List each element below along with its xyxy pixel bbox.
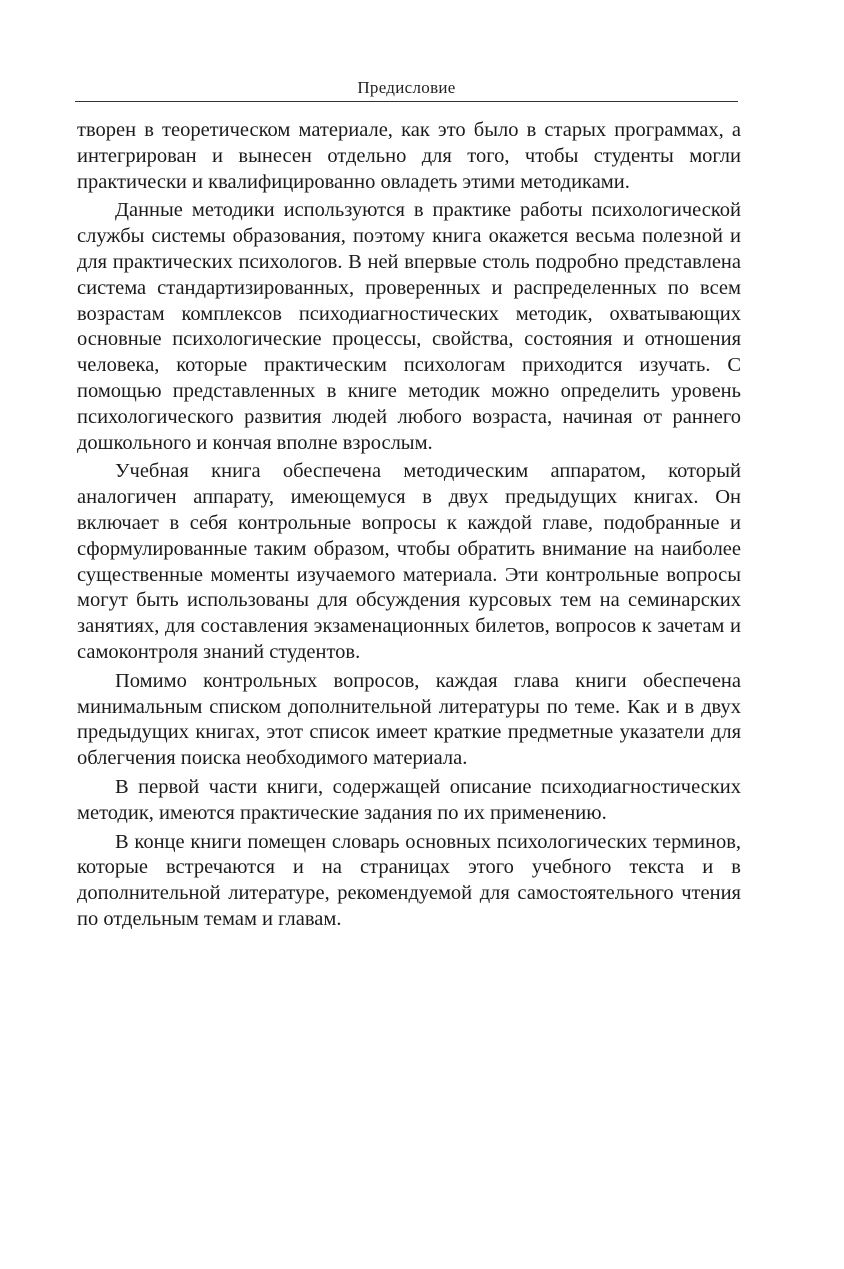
paragraph: В первой части книги, содержащей описание психодиагностических методик, имеются практические задания по их применению. xyxy=(77,775,741,824)
header-rule xyxy=(75,101,738,102)
body-text xyxy=(77,118,741,936)
paragraph-continuation: творен в теоретическом материале, как это было в старых программах, а интегрирован и вынесен отдельно для того, чтобы студенты могли практически и квалифицированно овладеть этими методиками. xyxy=(77,119,741,193)
paragraph: Помимо контрольных вопросов, каждая глава книги обеспечена минимальным списком дополнительной литературы по теме. Как и в двух предыдущих книгах, этот список имеет краткие предметные указатели для облегчения поиска необходимого материала. xyxy=(77,669,741,770)
paragraph: В конце книги помещен словарь основных психологических терминов, которые встречаются и на страницах этого учебного текста и в дополнительной литературе, рекомендуемой для самостоятельного чтения по отдельным темам и главам. xyxy=(77,830,741,930)
paragraph: Учебная книга обеспечена методическим аппаратом, который аналогичен аппарату, имеющемуся в двух предыдущих книгах. Он включает в себя контрольные вопросы к каждой главе, подобранные и сформулированные таким образом, чтобы обратить внимание на наиболее существенные моменты изучаемого материала. Эти контрольные вопросы могут быть использованы для обсуждения курсовых тем на семинарских занятиях, для составления экзаменационных билетов, вопросов к зачетам и самоконтроля знаний студентов. xyxy=(77,460,741,663)
paragraph: Данные методики используются в практике работы психологической службы системы образования, поэтому книга окажется весьма полезной и для практических психологов. В ней впервые столь подробно представлена система стандартизированных, проверенных и распределенных по всем возрастам комплексов психодиагностических методик, охватывающих основные психологические процессы, свойства, состояния и отношения человека, которые практическим психологам приходится изучать. С помощью представленных в книге методик можно определить уровень психологического развития людей любого возраста, начиная от раннего дошкольного и кончая вполне взрослым. xyxy=(77,199,741,454)
running-header: Предисловие xyxy=(357,78,456,97)
